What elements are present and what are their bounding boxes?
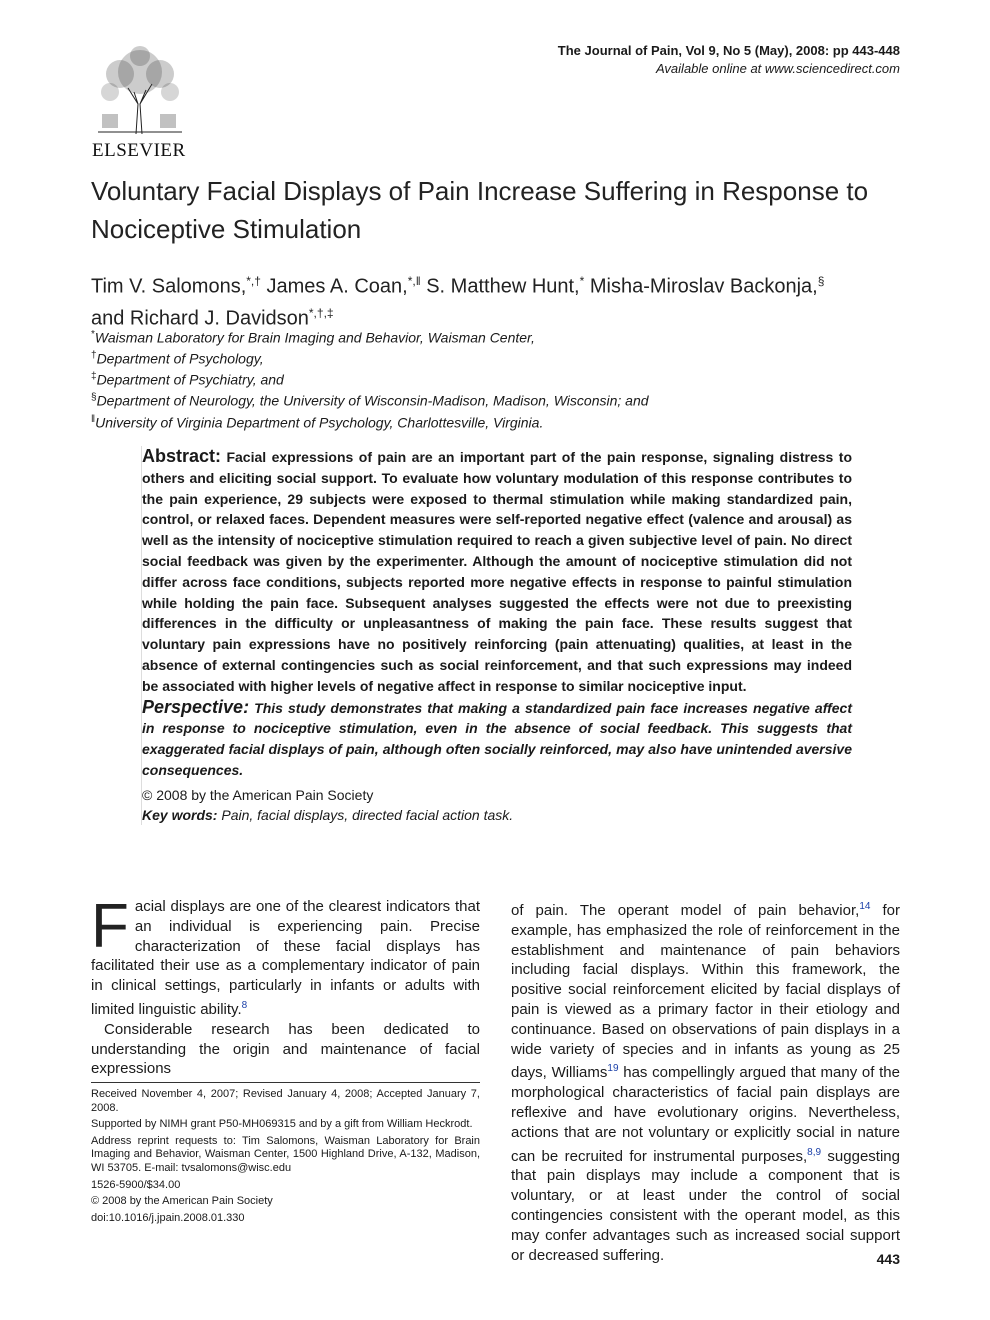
affiliation-text: Waisman Laboratory for Brain Imaging and Behavior, Waisman Center, [94,329,535,346]
footnote-item: Received November 4, 2007; Revised January 4, 2008; Accepted January 7, 2008. [91,1088,480,1114]
author-name: and Richard J. Davidson [91,307,309,330]
abstract-label: Abstract: [142,446,222,466]
perspective-label: Perspective: [142,696,250,717]
author-marks: * [579,274,585,288]
paragraph-text: of pain. The operant model of pain behavior, [511,902,860,919]
body-paragraph [511,897,900,1265]
citation-link[interactable]: 8,9 [807,1146,822,1158]
affiliation-text: University of Virginia Department of Psychology, Charlottesville, Virginia. [95,414,544,431]
affiliation-mark: § [91,392,97,404]
footnotes [91,1088,480,1228]
affiliation-text: Department of Neurology, the University of Wisconsin-Madison, Madison, Wisconsin; and [96,393,649,410]
abstract-text: Facial expressions of pain are an important part of the pain response, signaling distress to others and eliciting social support. To evaluate how voluntary modulation of this response contributes to the pain experience, 29 subjects were exposed to thermal stimulation while making standardized pain, control, or relaxed faces. Dependent measures were self-reported negative effect (valence and arousal) as well as the intensity of nociceptive stimulation required to reach a given subjective level of pain. No direct social feedback was given by the experimenter. Although the amount of nociceptive stimulation did not differ across face conditions, subjects reported more negative effects in response to painful stimulation while holding the pain face. Subsequent analyses suggested the effects were not due to preexisting differences in the difficulty or unpleasantness of making the pain face. These results suggest that voluntary pain expressions have no positively reinforcing (pain attenuating) qualities, at least in the absence of external contingencies such as social reinforcement, and that such expressions may indeed be associated with higher levels of negative affect in response to similar nociceptive input. [142,449,852,694]
keywords [142,805,852,825]
footnote-item: Supported by NIMH grant P50-MH069315 and by a gift from William Heckrodt. [91,1118,473,1131]
body-paragraph: Considerable research has been dedicated to understanding the origin and maintenance of facial expressions [91,1020,480,1078]
author-name: Tim V. Salomons, [91,275,247,298]
paragraph-text: acial displays are one of the clearest indicators that an individual is experiencing pain. Precise characterization of these facial displays has facilitated their use as a complementary indicator of pain in clinical settings, particularly in infants or adults with limited linguistic ability. [91,898,480,1018]
author-name: S. Matthew Hunt, [426,275,580,298]
footnote-item: doi:10.1016/j.jpain.2008.01.330 [91,1211,245,1224]
availability-note: Available online at www.sciencedirect.com [656,61,900,76]
drop-cap: F [91,892,129,961]
paragraph-text: has compellingly argued that many of the morphological characteristics of facial pain displays are reflexive and have evolutionary origins. Nevertheless, actions that are not voluntary or explicitly social in nature can be recruited for instrumental purposes, [511,1064,900,1165]
affiliation-mark: † [91,350,97,362]
page-number: 443 [876,1251,900,1267]
keywords-text: Pain, facial displays, directed facial action task. [221,806,514,823]
affiliation-mark: ‡ [91,371,97,383]
paragraph-text: for example, has emphasized the role of reinforcement in the establishment and maintenance of pain behaviors including facial displays. Within this framework, the positive social reinforcement elicited by facial displays of pain is viewed as a primary factor in their etiology and continuance. Based on observations of pain displays in a wide variety of species and in infants as young as 25 days, Williams [511,902,900,1082]
affiliation-item [91,411,911,432]
paper-title: Voluntary Facial Displays of Pain Increase Suffering in Response to Nociceptive Stimulation [91,176,869,244]
abstract-copyright: © 2008 by the American Pain Society [142,786,374,803]
author-marks: § [817,274,825,288]
affiliation-text: Department of Psychiatry, and [96,371,284,388]
affiliation-mark: ‖ [91,413,96,425]
citation-link[interactable]: 14 [859,901,871,912]
footnote-divider [91,1082,480,1083]
affiliation-item [91,347,911,368]
author-list [91,268,911,331]
author-name: Misha-Miroslav Backonja, [589,275,818,298]
author-name: James A. Coan, [266,275,408,298]
abstract-section [141,446,852,825]
citation-link[interactable]: 19 [607,1063,619,1075]
affiliation-item [91,368,911,389]
abstract [142,446,852,697]
journal-citation: The Journal of Pain, Vol 9, No 5 (May), 2008: pp 443-448 [557,43,900,58]
keywords-label: Key words: [142,806,218,823]
perspective-text: This study demonstrates that making a standardized pain face increases negative affect in response to nociceptive stimulation, even in the absence of social feedback. This suggests that exaggerated facial displays of pain, although often socially reinforced, may also have unintended aversive consequences. [142,699,852,778]
tree-logo-icon [90,44,190,136]
affiliation-item [91,389,911,410]
body-paragraph [91,892,480,1020]
affiliation-mark: * [91,329,95,340]
citation-link[interactable]: 8 [241,999,248,1011]
paragraph-text: suggesting that pain displays may include a component that is voluntary, or at least under the control of social contingencies consistent with the operant model, as this may confer advantages such as increased social support or decreased suffering. [511,1147,900,1264]
body-column-left [91,892,480,1079]
footnote-item: 1526-5900/$34.00 [91,1178,181,1191]
author-marks: *,†,‡ [308,305,334,320]
footnote-item: © 2008 by the American Pain Society [91,1195,273,1208]
author-marks: *,‖ [407,274,421,288]
logo-wordmark: ELSEVIER [92,140,186,161]
footnote-item: Address reprint requests to: Tim Salomons, Waisman Laboratory for Brain Imaging and Behavior, Waisman Center, 1500 Highland Drive, A-132, Madison, WI 53705. E-mail: tvsalomons@wisc.edu [91,1134,480,1174]
journal-header [558,42,900,78]
body-column-right [511,897,900,1265]
author-marks: *,† [246,274,261,288]
affiliation-text: Department of Psychology, [96,350,264,367]
perspective [142,697,852,781]
publisher-logo [90,44,190,162]
affiliations [91,326,911,432]
affiliation-item [91,326,911,347]
